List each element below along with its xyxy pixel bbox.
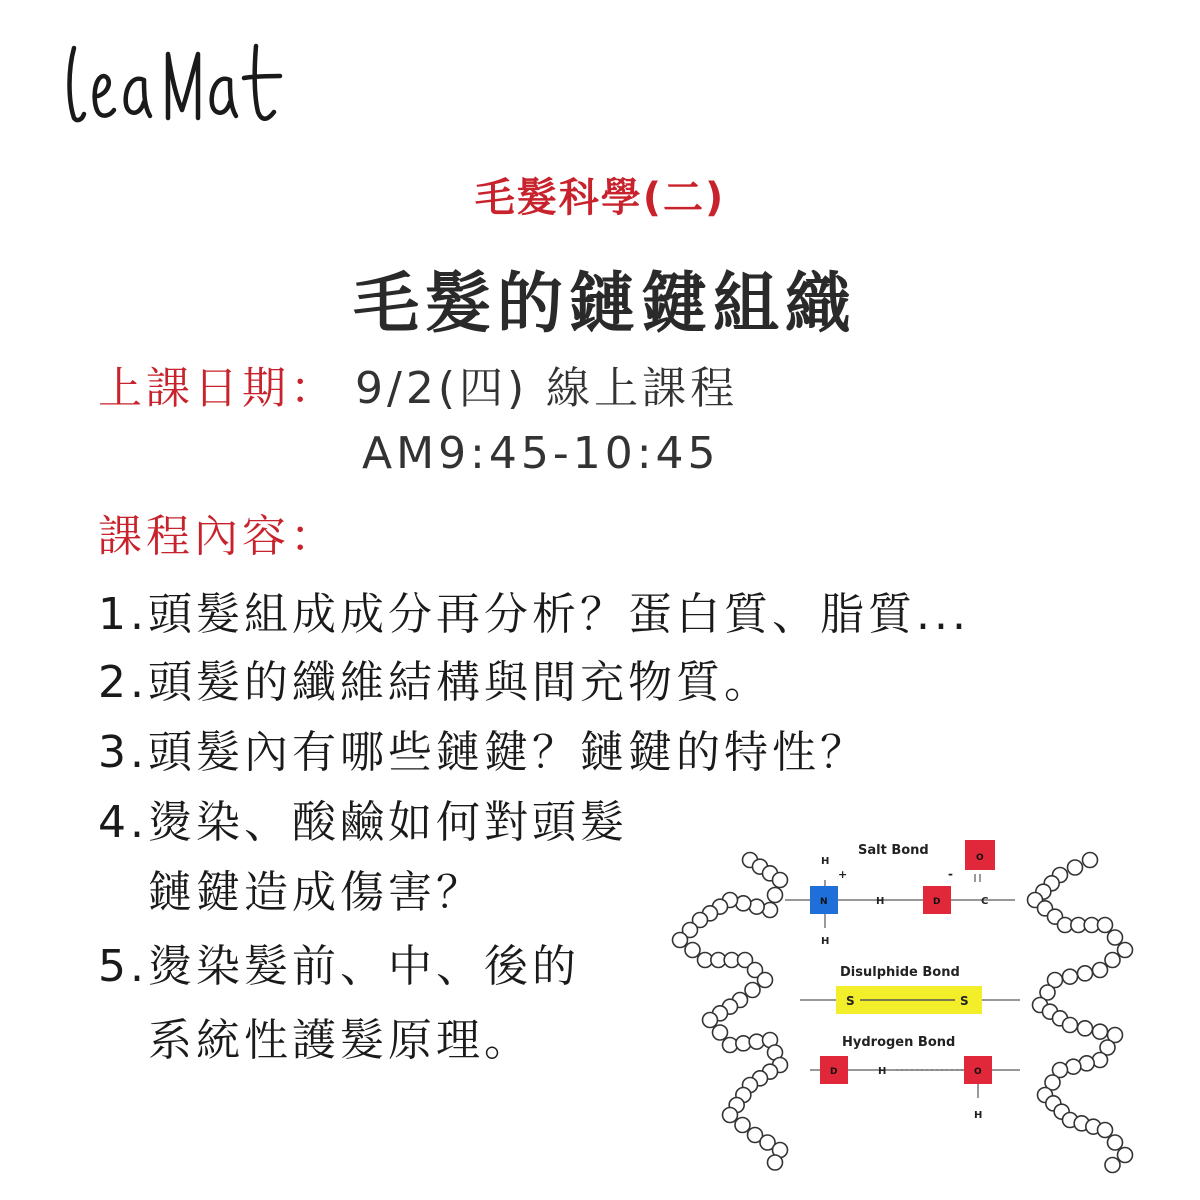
disulphide-bond-label: Disulphide Bond [840,965,960,980]
chain-bead [1093,1053,1108,1068]
chain-bead [749,899,764,914]
atom-label-d: D [933,897,941,907]
date-value: 9/2(四) 線上課程 [355,363,739,414]
atom-label-o: O [976,853,984,863]
chain-bead [1105,953,1120,968]
chain-bead [758,973,773,988]
plus-sign: + [838,868,848,881]
atom-label-d: D [830,1067,838,1077]
atom-label-h: H [878,1066,887,1077]
chain-bead [745,983,760,998]
minus-sign: - [948,867,953,881]
atom-label-h: H [876,896,885,907]
chain-bead [1108,1135,1123,1150]
course-subtitle: 毛髮科學(二) [474,175,726,221]
chain-bead [673,933,688,948]
chain-bead [1063,969,1078,984]
chain-bead [763,903,778,918]
hair-bond-diagram [660,830,1150,1190]
chain-bead [1066,1059,1081,1074]
chain-bead [768,1155,783,1170]
date-label: 上課日期： [98,363,338,414]
atom-label-s: S [846,994,855,1008]
chain-bead [736,896,751,911]
content-item-5: 5.燙染髮前、中、後的 [98,941,580,992]
chain-bead [1105,1158,1120,1173]
chain-bead [1118,1148,1133,1163]
atom-label-o: O [974,1067,982,1077]
atom-label-n: N [820,897,828,907]
chain-bead [768,888,783,903]
salt-bond-label: Salt Bond [858,843,929,858]
chain-bead [1078,1021,1093,1036]
chain-bead [1083,853,1098,868]
content-item-2: 2.頭髮的纖維結構與間充物質。 [98,657,772,708]
chain-bead [1118,943,1133,958]
content-label: 課程內容： [98,511,338,562]
chain-bead [1063,1018,1078,1033]
atom-label-s: S [960,994,969,1008]
content-item-4-continued: 鏈鍵造成傷害？ [148,867,484,918]
atom-label-c: C [981,896,989,907]
chain-bead [713,1025,728,1040]
chain-bead [1068,860,1083,875]
content-item-5-continued: 系統性護髮原理。 [148,1015,532,1066]
chain-bead [735,1118,750,1133]
atom-label-h: H [821,936,830,947]
chain-bead [685,943,700,958]
content-item-4: 4.燙染、酸鹼如何對頭髮 [98,797,628,848]
course-title: 毛髮的鏈鍵組織 [353,265,857,342]
chain-bead [723,1108,738,1123]
atom-label-h: H [974,1110,983,1121]
content-item-1: 1.頭髮組成成分再分析？蛋白質、脂質... [98,589,970,640]
chain-bead [1108,930,1123,945]
chain-bead [703,1013,718,1028]
chain-bead [1098,1123,1113,1138]
chain-bead [773,873,788,888]
chain-bead [1079,1056,1094,1071]
hydrogen-bond-label: Hydrogen Bond [842,1035,956,1050]
chain-bead [1078,966,1093,981]
atom-label-h: H [821,856,830,867]
content-item-3: 3.頭髮內有哪些鏈鍵？鏈鍵的特性？ [98,727,868,778]
time-value: AM9:45-10:45 [362,428,720,479]
chain-bead [1098,918,1113,933]
chain-bead [1093,963,1108,978]
chain-bead [1093,1024,1108,1039]
brand-logo [60,40,290,125]
